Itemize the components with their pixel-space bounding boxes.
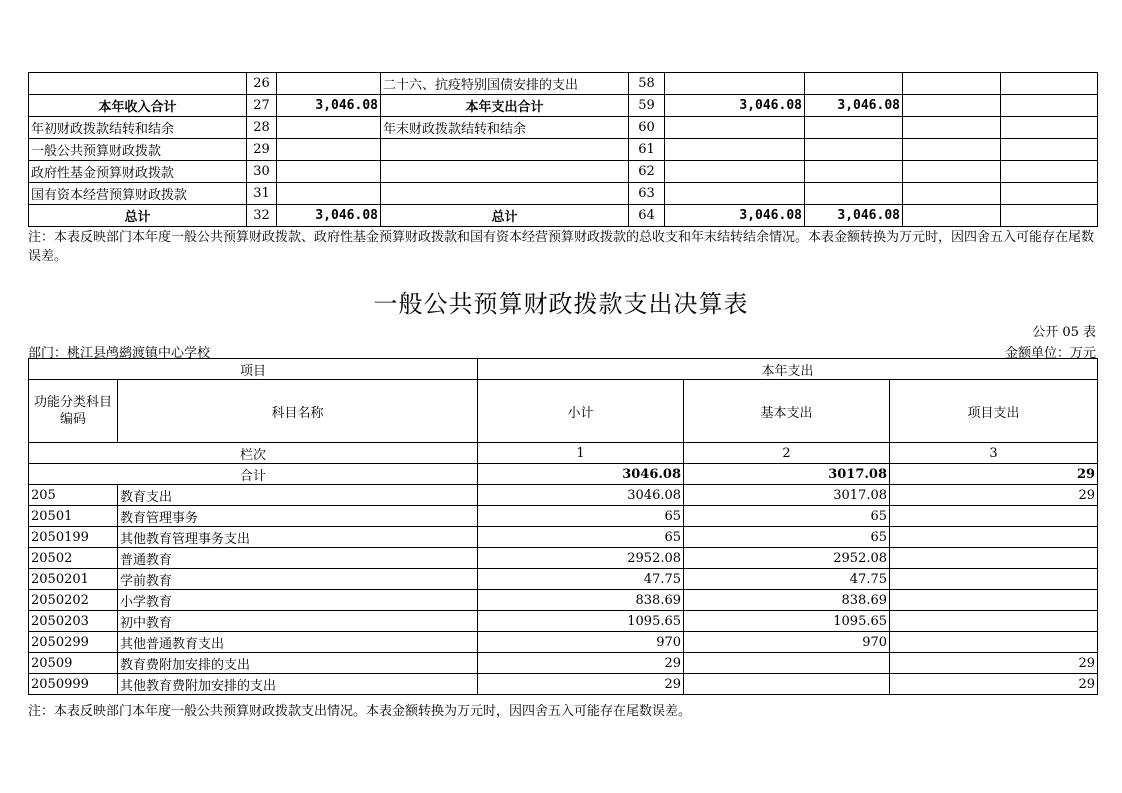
table-row (29, 569, 1098, 590)
income-amount (277, 73, 381, 95)
expense-line-no: 61 (629, 139, 665, 161)
column-number-label: 栏次 (29, 443, 478, 464)
amount-b (805, 117, 903, 139)
income-expense-summary-table (28, 72, 1098, 227)
income-item-label (29, 73, 247, 95)
table-row (29, 485, 1098, 506)
subtotal-amount: 29 (478, 653, 684, 674)
expenditure-table-body (29, 359, 1098, 695)
table-number: 公开 05 表 (1032, 325, 1096, 340)
expense-line-no: 58 (629, 73, 665, 95)
subject-name: 教育管理事务 (118, 506, 478, 527)
table-row (29, 117, 1098, 139)
income-line-no: 31 (247, 183, 277, 205)
subtotal-amount: 2952.08 (478, 548, 684, 569)
income-item-label: 本年收入合计 (29, 95, 247, 117)
table-row (29, 632, 1098, 653)
amount-c (903, 117, 1001, 139)
total-basic: 3017.08 (684, 464, 890, 485)
subtotal-amount: 838.69 (478, 590, 684, 611)
expenditure-table (28, 358, 1098, 695)
amount-d (1001, 205, 1098, 227)
function-code: 20502 (29, 548, 118, 569)
subtotal-amount: 29 (478, 674, 684, 695)
amount-d (1001, 95, 1098, 117)
project-amount (890, 569, 1098, 590)
total-project: 29 (890, 464, 1098, 485)
table-row (29, 548, 1098, 569)
total-subtotal: 3046.08 (478, 464, 684, 485)
project-amount: 29 (890, 674, 1098, 695)
amount-b (805, 183, 903, 205)
income-line-no: 27 (247, 95, 277, 117)
project-amount (890, 632, 1098, 653)
income-item-label: 国有资本经营预算财政拨款 (29, 183, 247, 205)
function-code: 20509 (29, 653, 118, 674)
subtotal-amount: 3046.08 (478, 485, 684, 506)
header-item: 项目 (29, 359, 478, 380)
income-amount (277, 183, 381, 205)
basic-amount: 838.69 (684, 590, 890, 611)
basic-amount: 65 (684, 527, 890, 548)
expense-line-no: 60 (629, 117, 665, 139)
summary-table-body (29, 73, 1098, 227)
function-code: 2050202 (29, 590, 118, 611)
income-amount (277, 161, 381, 183)
amount-c (903, 95, 1001, 117)
subject-name: 其他教育管理事务支出 (118, 527, 478, 548)
basic-amount: 970 (684, 632, 890, 653)
project-amount (890, 590, 1098, 611)
column-number-3: 3 (890, 443, 1098, 464)
amount-c (903, 139, 1001, 161)
income-line-no: 30 (247, 161, 277, 183)
income-amount (277, 117, 381, 139)
table-row (29, 527, 1098, 548)
header-subject-name: 科目名称 (118, 380, 478, 443)
function-code: 2050999 (29, 674, 118, 695)
expense-item-label: 二十六、抗疫特别国债安排的支出 (381, 73, 629, 95)
amount-a (665, 183, 805, 205)
expense-line-no: 63 (629, 183, 665, 205)
expenditure-table-note: 注：本表反映部门本年度一般公共预算财政拨款支出情况。本表金额转换为万元时，因四舍五入可能存在尾数误差。 (28, 704, 692, 719)
header-function-code: 功能分类科目编码 (29, 380, 118, 443)
amount-a (665, 139, 805, 161)
header-row-1 (29, 359, 1098, 380)
subject-name: 其他普通教育支出 (118, 632, 478, 653)
subtotal-amount: 1095.65 (478, 611, 684, 632)
table-row (29, 653, 1098, 674)
income-line-no: 29 (247, 139, 277, 161)
income-item-label: 一般公共预算财政拨款 (29, 139, 247, 161)
expense-item-label (381, 183, 629, 205)
total-label: 合计 (29, 464, 478, 485)
income-line-no: 28 (247, 117, 277, 139)
table-row (29, 590, 1098, 611)
header-row-2 (29, 380, 1098, 443)
table-row (29, 161, 1098, 183)
amount-a (665, 161, 805, 183)
column-number-1: 1 (478, 443, 684, 464)
amount-c (903, 205, 1001, 227)
subject-name: 初中教育 (118, 611, 478, 632)
function-code: 2050299 (29, 632, 118, 653)
basic-amount (684, 653, 890, 674)
table-row (29, 73, 1098, 95)
amount-c (903, 73, 1001, 95)
project-amount (890, 548, 1098, 569)
basic-amount: 47.75 (684, 569, 890, 590)
expense-item-label (381, 161, 629, 183)
project-amount (890, 506, 1098, 527)
amount-b (805, 161, 903, 183)
expense-item-label: 总计 (381, 205, 629, 227)
amount-unit-label: 金额单位：万元 (1004, 346, 1096, 361)
basic-amount: 3017.08 (684, 485, 890, 506)
basic-amount (684, 674, 890, 695)
function-code: 20501 (29, 506, 118, 527)
income-amount: 3,046.08 (277, 205, 381, 227)
project-amount (890, 527, 1098, 548)
table-row (29, 674, 1098, 695)
amount-d (1001, 139, 1098, 161)
amount-b: 3,046.08 (805, 95, 903, 117)
header-subtotal: 小计 (478, 380, 684, 443)
amount-a: 3,046.08 (665, 95, 805, 117)
basic-amount: 1095.65 (684, 611, 890, 632)
page-title: 一般公共预算财政拨款支出决算表 (373, 290, 749, 318)
total-row (29, 464, 1098, 485)
income-item-label: 政府性基金预算财政拨款 (29, 161, 247, 183)
header-basic-expense: 基本支出 (684, 380, 890, 443)
amount-d (1001, 73, 1098, 95)
subject-name: 学前教育 (118, 569, 478, 590)
subject-name: 其他教育费附加安排的支出 (118, 674, 478, 695)
subtotal-amount: 47.75 (478, 569, 684, 590)
expense-item-label: 本年支出合计 (381, 95, 629, 117)
function-code: 2050201 (29, 569, 118, 590)
table-row (29, 205, 1098, 227)
function-code: 205 (29, 485, 118, 506)
expense-item-label: 年末财政拨款结转和结余 (381, 117, 629, 139)
department-label: 部门：桃江县鸬鹚渡镇中心学校 (28, 346, 211, 361)
table-row (29, 611, 1098, 632)
income-line-no: 32 (247, 205, 277, 227)
subtotal-amount: 65 (478, 527, 684, 548)
project-amount (890, 611, 1098, 632)
amount-a (665, 117, 805, 139)
amount-a (665, 73, 805, 95)
income-amount (277, 139, 381, 161)
basic-amount: 65 (684, 506, 890, 527)
amount-d (1001, 183, 1098, 205)
income-item-label: 年初财政拨款结转和结余 (29, 117, 247, 139)
table-row (29, 506, 1098, 527)
amount-c (903, 183, 1001, 205)
amount-d (1001, 117, 1098, 139)
basic-amount: 2952.08 (684, 548, 890, 569)
expense-line-no: 59 (629, 95, 665, 117)
amount-c (903, 161, 1001, 183)
function-code: 2050199 (29, 527, 118, 548)
income-item-label: 总计 (29, 205, 247, 227)
subject-name: 普通教育 (118, 548, 478, 569)
table-row (29, 183, 1098, 205)
expense-line-no: 64 (629, 205, 665, 227)
amount-b: 3,046.08 (805, 205, 903, 227)
expense-item-label (381, 139, 629, 161)
summary-table-note: 注：本表反映部门本年度一般公共预算财政拨款、政府性基金预算财政拨款和国有资本经营预算财政拨款的总收支和年末结转结余情况。本表金额转换为万元时，因四舍五入可能存在尾数误差。 (28, 230, 1095, 264)
header-project-expense: 项目支出 (890, 380, 1098, 443)
table-row (29, 95, 1098, 117)
subtotal-amount: 970 (478, 632, 684, 653)
subject-name: 教育支出 (118, 485, 478, 506)
header-current-year-expense: 本年支出 (478, 359, 1098, 380)
subject-name: 小学教育 (118, 590, 478, 611)
amount-b (805, 139, 903, 161)
expense-line-no: 62 (629, 161, 665, 183)
project-amount: 29 (890, 653, 1098, 674)
project-amount: 29 (890, 485, 1098, 506)
income-line-no: 26 (247, 73, 277, 95)
function-code: 2050203 (29, 611, 118, 632)
amount-d (1001, 161, 1098, 183)
amount-a: 3,046.08 (665, 205, 805, 227)
income-amount: 3,046.08 (277, 95, 381, 117)
column-number-row (29, 443, 1098, 464)
table-row (29, 139, 1098, 161)
subject-name: 教育费附加安排的支出 (118, 653, 478, 674)
subtotal-amount: 65 (478, 506, 684, 527)
column-number-2: 2 (684, 443, 890, 464)
amount-b (805, 73, 903, 95)
